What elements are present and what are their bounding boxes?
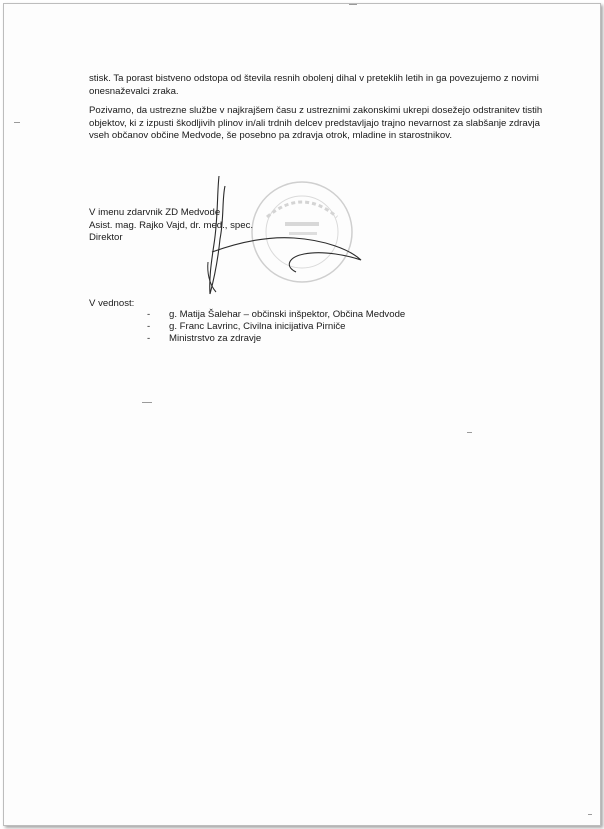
cc-label: V vednost: (89, 298, 135, 309)
list-item (147, 309, 405, 321)
list-item (147, 333, 405, 345)
bullet-dash: - (147, 332, 151, 344)
signature-line-3: Direktor (89, 232, 123, 244)
list-item (147, 321, 405, 333)
scan-speck (467, 432, 472, 433)
paragraph-2: Pozivamo, da ustrezne službe v najkrajšem času z ustreznimi zakonskimi ukrepi dosežejo odstranitev tistih objektov, ki z izpusti škodljivih plinov in/ali trdnih delcev predstavljajo trajno nevarnost za slabšanje zdravja vseh občanov občine Medvode, še posebno pa zdravja otrok, mladine in starostnikov. (89, 105, 543, 142)
bullet-dash: - (147, 309, 151, 320)
scan-speck (142, 402, 152, 403)
handwritten-signature (4, 4, 600, 825)
paragraph-1: stisk. Ta porast bistveno odstopa od števila resnih obolenj dihal v preteklih letih in ga povezujemo z novimi onesnaževalci zraka. (89, 73, 539, 97)
document-page (3, 3, 601, 826)
cc-list (147, 309, 405, 344)
bullet-dash: - (147, 320, 151, 332)
signature-line-2: Asist. mag. Rajko Vajd, dr. med., spec. (89, 219, 254, 231)
scan-speck (349, 4, 357, 5)
cc-item-2: g. Franc Lavrinc, Civilna inicijativa Pirniče (169, 320, 346, 332)
cc-item-1: g. Matija Šalehar – občinski inšpektor, Občina Medvode (169, 309, 406, 320)
cc-item-3: Ministrstvo za zdravje (169, 332, 262, 344)
signature-line-1: V imenu zdarvnik ZD Medvode (89, 207, 221, 218)
scan-speck (588, 814, 592, 815)
scan-speck (14, 122, 20, 123)
